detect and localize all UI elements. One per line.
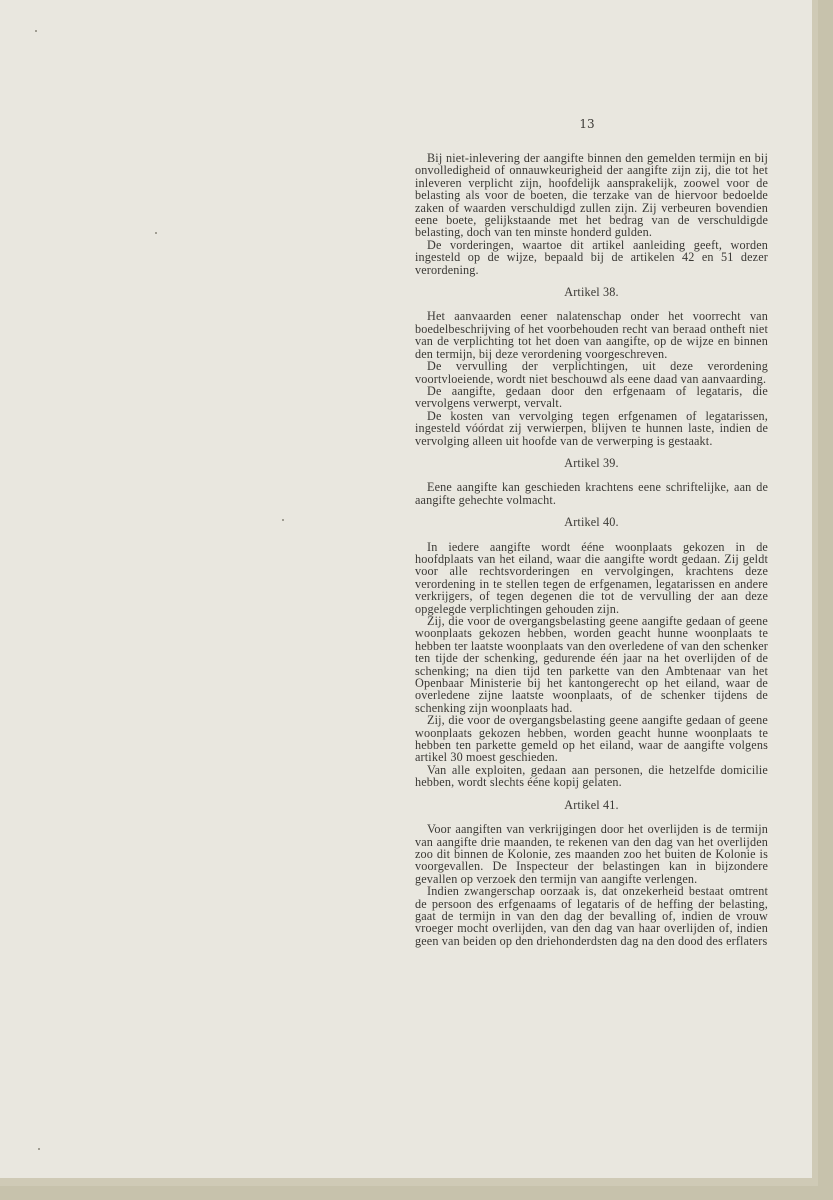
paragraph: Bij niet-inlevering der aangifte binnen den gemelden termijn en bij onvolledigheid of onnauwkeurigheid der aangifte zijn zij, die tot het inleveren verplicht zijn, hoofdelijk aansprakelijk, zoowel voor de belasting als voor de boeten, die terzake van de hiervoor bedoelde zaken of waarden verschuldigd zullen zijn. Zij verbeuren bovendien eene boete, gelijkstaande met het bedrag van de verschuldigde belasting, doch van ten minste honderd gulden. xyxy=(415,151,768,240)
article-heading: Artikel 38. xyxy=(564,285,619,300)
paragraph: De vervulling der verplichtingen, uit deze verordening voortvloeiende, wordt niet beschouwd als eene daad van aanvaarding. xyxy=(415,359,768,386)
paragraph: Het aanvaarden eener nalatenschap onder het voorrecht van boedelbeschrijving of het voorbehouden recht van beraad ontheft niet van de verplichting tot het doen van aangifte, op de wijze en binnen den termijn, bij deze verordening voorgeschreven. xyxy=(415,309,768,361)
text-column xyxy=(415,152,768,947)
paragraph: De aangifte, gedaan door den erfgenaam of legataris, die vervolgens verwerpt, vervalt. xyxy=(415,383,768,411)
paper-speck xyxy=(282,519,284,521)
paragraph: Zij, die voor de overgangsbelasting geene aangifte gedaan of geene woonplaats gekozen hebben, worden geacht hunne woonplaats te hebben ten parkette gemeld op het eiland, waar de aangifte volgens artikel 30 moest geschieden. xyxy=(415,713,768,765)
page-number: 13 xyxy=(579,117,595,131)
paper-speck xyxy=(38,1148,40,1150)
paper-speck xyxy=(155,232,157,234)
paragraph: Eene aangifte kan geschieden krachtens eene schriftelijke, aan de aangifte gehechte volmacht. xyxy=(415,480,768,507)
article-heading: Artikel 40. xyxy=(564,515,619,530)
article-heading: Artikel 39. xyxy=(564,455,619,470)
paragraph: De vorderingen, waartoe dit artikel aanleiding geeft, worden ingesteld op de wijze, bepaald bij de artikelen 42 en 51 dezer verordening. xyxy=(415,237,768,277)
paragraph: Indien zwangerschap oorzaak is, dat onzekerheid bestaat omtrent de persoon des erfgenaams of legataris of de heffing der belasting, gaat de termijn in van den dag der bevalling of, indien de vrouw vroeger mocht overlijden, van den dag van haar overlijden of, indien geen van beiden op den driehonderdsten dag na den dood des erflaters xyxy=(415,884,768,948)
paragraph: Voor aangiften van verkrijgingen door het overlijden is de termijn van aangifte drie maanden, te rekenen van den dag van het overlijden zoo dit binnen de Kolonie, zes maanden zoo het buiten de Kolonie is voorgevallen. De Inspecteur der belastingen kan in bijzondere gevallen op verzoek den termijn van aangifte verlengen. xyxy=(415,822,768,886)
paragraph: In iedere aangifte wordt ééne woonplaats gekozen in de hoofdplaats van het eiland, waar die aangifte wordt gedaan. Zij geldt voor alle rechtsvorderingen en vervolgingen, krachtens deze verordening in te stellen tegen de erfgenamen, legatarissen en andere verkrijgers, of tegen degenen die tot de vervulling der aan deze opgelegde verplichtingen gehouden zijn. xyxy=(415,539,768,616)
paragraph: Van alle exploiten, gedaan aan personen, die hetzelfde domicilie hebben, wordt slechts ééne kopij gelaten. xyxy=(415,762,768,790)
paragraph: Zij, die voor de overgangsbelasting geene aangifte gedaan of geene woonplaats gekozen hebben, worden geacht hunne woonplaats te hebben ter laatste woonplaats van den overledene of van den schenker ten tijde der schenking, gedurende één jaar na het overlijden of de schenking; na dien tijd ten parkette van den Ambtenaar van het Openbaar Ministerie bij het kantongerecht op het eiland, waar de overledene zijne laatste woonplaats, of de schenker tijdens de schenking zijn woonplaats had. xyxy=(415,614,768,715)
article-heading: Artikel 41. xyxy=(564,797,619,812)
paper-speck xyxy=(35,30,37,32)
paragraph: De kosten van vervolging tegen erfgenamen of legatarissen, ingesteld vóórdat zij verwierpen, blijven te hunnen laste, indien de vervolging alleen uit hoofde van de verwerping is gestaakt. xyxy=(415,408,768,448)
